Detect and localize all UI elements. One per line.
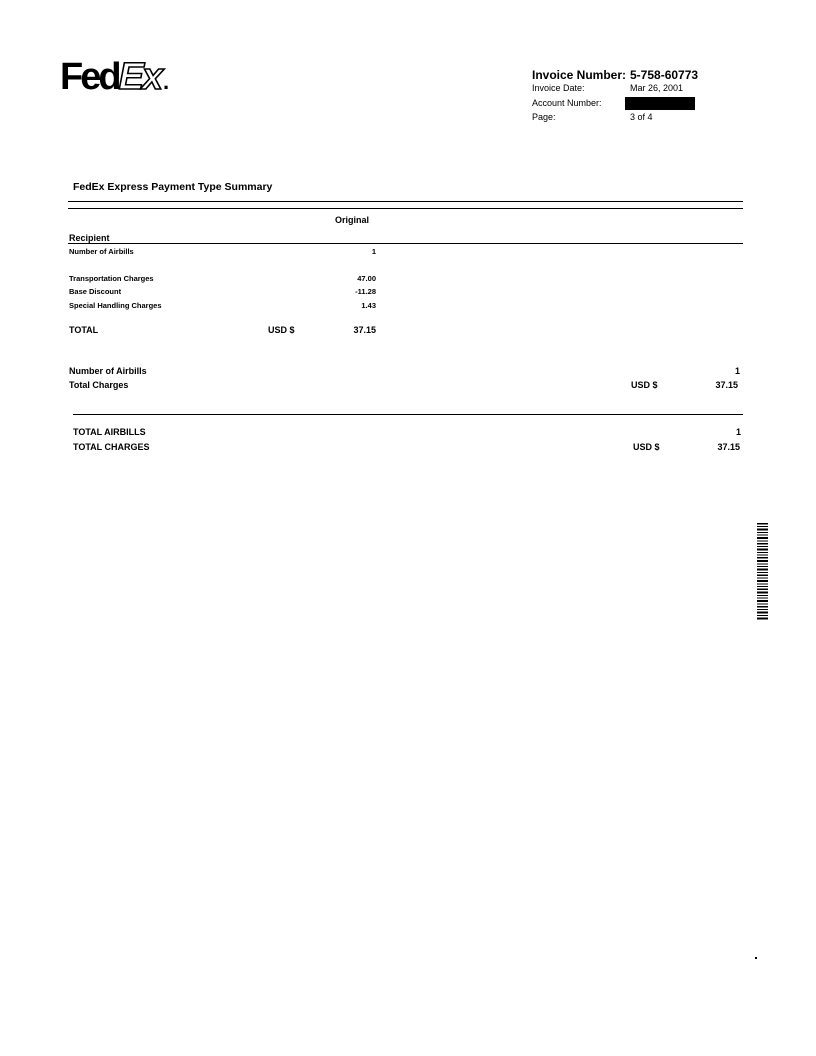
invoice-date-label: Invoice Date: <box>532 83 585 93</box>
account-number-label: Account Number: <box>532 98 602 108</box>
column-header-original: Original <box>335 215 370 225</box>
row-label-transportation: Transportation Charges <box>69 274 154 283</box>
grand-total-rule <box>73 414 743 415</box>
grand-total-charges-currency: USD $ <box>633 442 660 452</box>
account-number-redaction <box>625 97 695 110</box>
summary-airbills-value: 1 <box>734 366 740 376</box>
invoice-number-label: Invoice Number: <box>532 68 627 82</box>
row-value-transportation: 47.00 <box>357 274 376 283</box>
table-header-rule <box>68 243 743 244</box>
vertical-barcode <box>757 523 768 620</box>
page-label: Page: <box>532 112 556 122</box>
logo-ex: Ex <box>118 56 162 98</box>
title-rule-top <box>68 201 743 202</box>
summary-charges-currency: USD $ <box>631 380 658 390</box>
page-value: 3 of 4 <box>630 112 653 122</box>
grand-total-airbills-value: 1 <box>735 427 741 437</box>
row-label-airbills: Number of Airbills <box>69 247 134 256</box>
total-value: 37.15 <box>353 325 376 335</box>
total-label: TOTAL <box>69 325 99 335</box>
grand-total-charges-label: TOTAL CHARGES <box>73 442 150 452</box>
row-label-special-handling: Special Handling Charges <box>69 301 162 310</box>
row-label-base-discount: Base Discount <box>69 287 122 296</box>
summary-airbills-label: Number of Airbills <box>69 366 147 376</box>
row-value-base-discount: -11.28 <box>355 287 376 296</box>
grand-total-airbills-label: TOTAL AIRBILLS <box>73 427 146 437</box>
row-value-special-handling: 1.43 <box>361 301 376 310</box>
invoice-date-value: Mar 26, 2001 <box>630 83 684 93</box>
total-currency: USD $ <box>268 325 295 335</box>
title-rule-bottom <box>68 208 743 209</box>
invoice-number-value: 5-758-60773 <box>630 68 699 82</box>
fedex-logo <box>60 58 166 96</box>
logo-dot: . <box>163 69 167 94</box>
group-label-recipient: Recipient <box>69 233 110 243</box>
page-mark <box>755 957 757 959</box>
section-title: FedEx Express Payment Type Summary <box>73 181 273 193</box>
grand-total-charges-value: 37.15 <box>717 442 740 452</box>
logo-fed: Fed <box>60 56 119 98</box>
summary-charges-label: Total Charges <box>69 380 129 390</box>
row-value-airbills: 1 <box>371 247 376 256</box>
summary-charges-value: 37.15 <box>715 380 738 390</box>
